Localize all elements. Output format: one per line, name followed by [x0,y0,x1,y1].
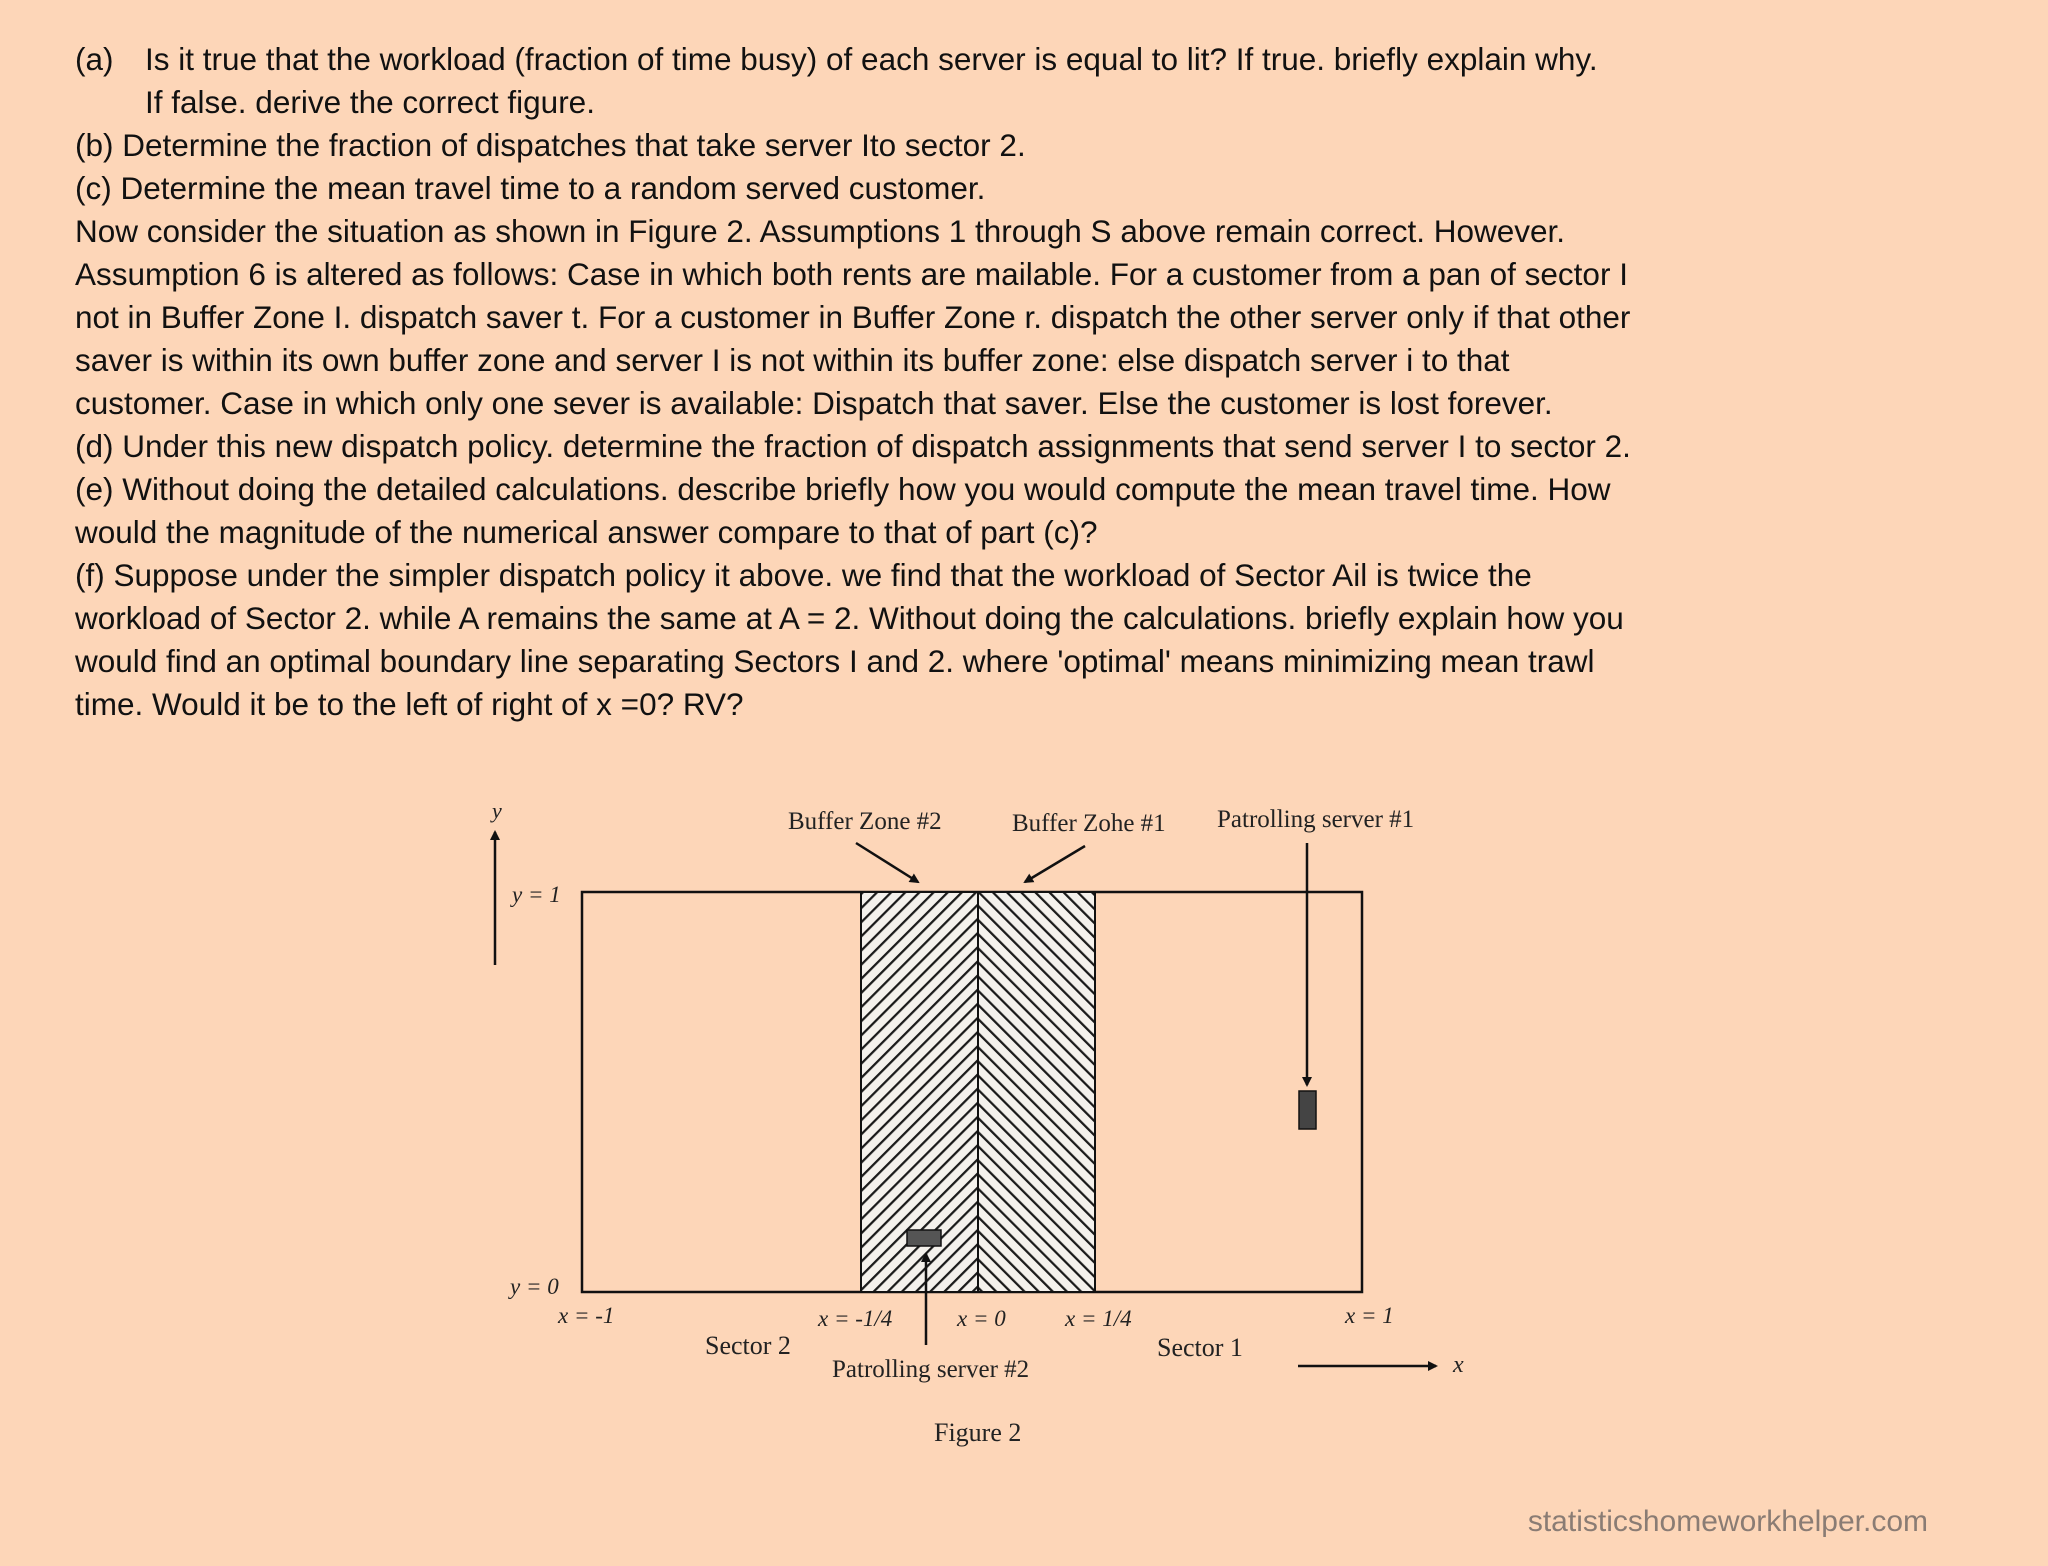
scenario-line-4: saver is within its own buffer zone and server I is not within its buffer zone: else dispatch server i to that [75,342,1510,378]
patrolling-server-1-marker [1299,1091,1316,1129]
buffer-zone-2-arrow [856,843,918,882]
figure-caption: Figure 2 [934,1418,1022,1447]
part-a-text: Is it true that the workload (fraction of time busy) of each server is equal to lit? If true. briefly explain why. [145,41,1598,77]
part-f-line-4: time. Would it be to the left of right of x =0? RV? [75,686,744,722]
y-axis-label: y [492,798,502,823]
x-equals-1-label: x = 1 [1345,1303,1394,1328]
part-c: (c) Determine the mean travel time to a random served customer. [75,170,986,206]
y-equals-0-label: y = 0 [510,1274,559,1299]
sector-1-label: Sector 1 [1157,1333,1243,1362]
buffer-zone-1-arrow [1025,846,1085,882]
y-equals-1-label: y = 1 [512,882,561,907]
scenario-line-1: Now consider the situation as shown in Figure 2. Assumptions 1 through S above remain correct. However. [75,213,1566,249]
x-equals-minus-quarter-label: x = -1/4 [818,1306,893,1331]
problem-text [75,38,1815,726]
x-equals-0-label: x = 0 [957,1306,1006,1331]
patrolling-server-2-marker [907,1230,941,1246]
buffer-zone-2-label: Buffer Zone #2 [788,808,942,835]
part-e-line-2: would the magnitude of the numerical answer compare to that of part (c)? [75,514,1098,550]
x-equals-minus-1-label: x = -1 [558,1303,615,1328]
buffer-zone-1-label: Buffer Zohe #1 [1012,810,1166,837]
part-a-line-1 [75,38,1815,81]
part-f-line-3: would find an optimal boundary line separating Sectors I and 2. where 'optimal' means minimizing mean trawl [75,643,1595,679]
patrolling-server-1-label: Patrolling server #1 [1217,806,1415,833]
footer-watermark: statisticshomeworkhelper.com [1527,1505,1928,1538]
scenario-line-3: not in Buffer Zone I. dispatch saver t. For a customer in Buffer Zone r. dispatch the other server only if that other [75,299,1631,335]
part-d: (d) Under this new dispatch policy. determine the fraction of dispatch assignments that send server I to sector 2. [75,428,1631,464]
part-a-line-2: If false. derive the correct figure. [145,84,595,120]
sector-2-label: Sector 2 [705,1331,791,1360]
x-equals-quarter-label: x = 1/4 [1065,1306,1132,1331]
figure-2-diagram [470,790,1500,1460]
buffer-zone-1 [978,892,1095,1292]
x-axis-label: x [1453,1352,1464,1378]
figure-2 [470,790,1500,1460]
patrolling-server-2-label: Patrolling server #2 [832,1356,1030,1383]
scenario-line-2: Assumption 6 is altered as follows: Case in which both rents are mailable. For a customer from a pan of sector I [75,256,1628,292]
part-a-label: (a) [75,41,114,77]
part-f-line-1: (f) Suppose under the simpler dispatch policy it above. we find that the workload of Sector Ail is twice the [75,557,1532,593]
part-f-line-2: workload of Sector 2. while A remains the same at A = 2. Without doing the calculations. briefly explain how you [75,600,1624,636]
part-b: (b) Determine the fraction of dispatches that take server Ito sector 2. [75,127,1026,163]
part-e-line-1: (e) Without doing the detailed calculations. describe briefly how you would compute the mean travel time. How [75,471,1611,507]
scenario-line-5: customer. Case in which only one sever is available: Dispatch that saver. Else the customer is lost forever. [75,385,1553,421]
